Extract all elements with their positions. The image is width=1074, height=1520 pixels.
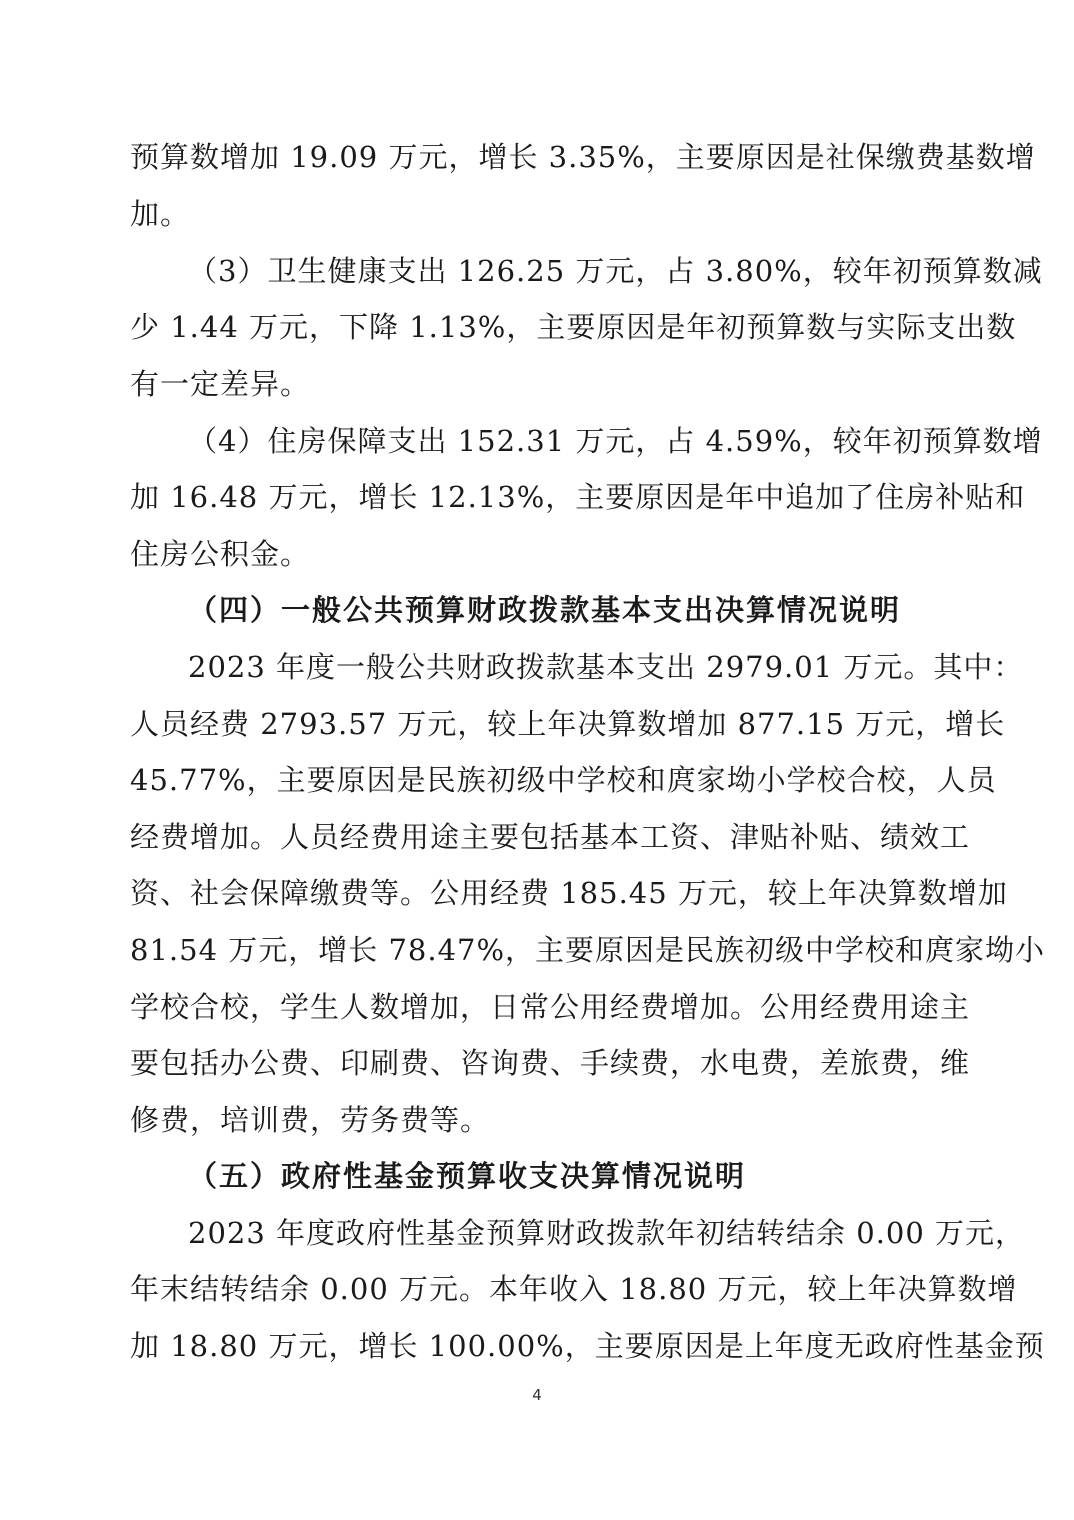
- page-number: 4: [532, 1386, 542, 1404]
- body-text-line: 学校合校，学生人数增加，日常公用经费增加。公用经费用途主: [130, 990, 971, 1024]
- body-text-line: 修费，培训费，劳务费等。: [130, 1103, 491, 1137]
- body-text-line: 45.77%，主要原因是民族初级中学校和庹家坳小学校合校，人员: [130, 763, 997, 797]
- body-text-line: （4）住房保障支出 152.31 万元，占 4.59%，较年初预算数增: [188, 424, 1043, 458]
- body-text-line: 81.54 万元，增长 78.47%，主要原因是民族初级中学校和庹家坳小: [130, 933, 1046, 967]
- body-text-line: 资、社会保障缴费等。公用经费 185.45 万元，较上年决算数增加: [130, 876, 1008, 910]
- body-text-line: 加 18.80 万元，增长 100.00%，主要原因是上年度无政府性基金预: [130, 1329, 1045, 1363]
- body-text-line: 住房公积金。: [130, 537, 311, 571]
- body-text-line: 预算数增加 19.09 万元，增长 3.35%，主要原因是社保缴费基数增: [130, 140, 1036, 174]
- body-text-line: 要包括办公费、印刷费、咨询费、手续费，水电费，差旅费，维: [130, 1046, 971, 1080]
- body-text-line: 加 16.48 万元，增长 12.13%，主要原因是年中追加了住房补贴和: [130, 480, 1026, 514]
- body-text-line: 年末结转结余 0.00 万元。本年收入 18.80 万元，较上年决算数增: [130, 1272, 1018, 1306]
- body-text-line: 2023 年度一般公共财政拨款基本支出 2979.01 万元。其中：: [188, 650, 1024, 684]
- body-text-line: 经费增加。人员经费用途主要包括基本工资、津贴补贴、绩效工: [130, 820, 971, 854]
- section-heading: （四）一般公共预算财政拨款基本支出决算情况说明: [188, 593, 902, 627]
- body-text-line: 加。: [130, 197, 191, 231]
- section-heading: （五）政府性基金预算收支决算情况说明: [188, 1159, 747, 1193]
- body-text-line: 2023 年度政府性基金预算财政拨款年初结转结余 0.00 万元，: [188, 1216, 1026, 1250]
- body-text-line: （3）卫生健康支出 126.25 万元，占 3.80%，较年初预算数减: [188, 254, 1043, 288]
- body-text-line: 少 1.44 万元，下降 1.13%，主要原因是年初预算数与实际支出数: [130, 310, 1017, 344]
- body-text-line: 有一定差异。: [130, 367, 311, 401]
- body-text-line: 人员经费 2793.57 万元，较上年决算数增加 877.15 万元，增长: [130, 707, 1006, 741]
